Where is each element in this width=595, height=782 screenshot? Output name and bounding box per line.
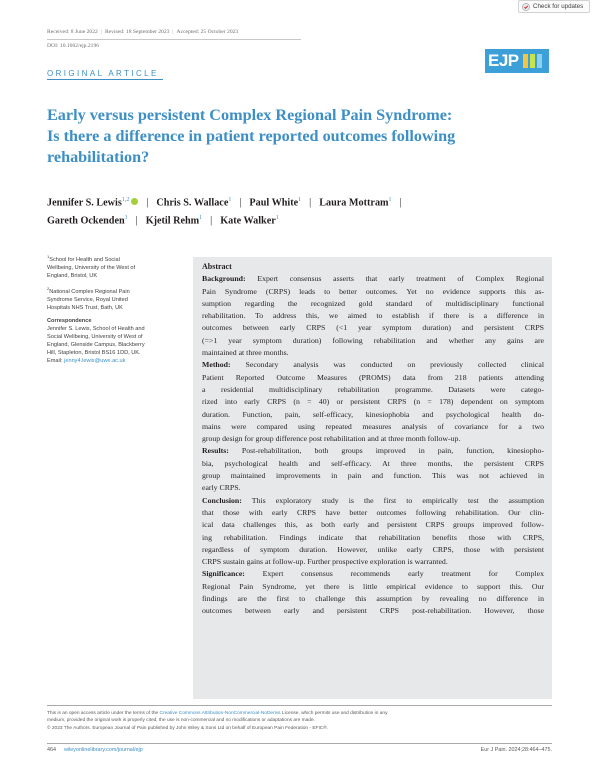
abstract-line: sumption regarding the recognized gold standard of multidisciplinary functional: [202, 298, 544, 308]
abstract-line: maintained at three months.: [202, 348, 289, 358]
correspondence-line: Hill, Stapleton, Bristol BS16 1DD, UK.: [47, 349, 141, 356]
abstract-line: rized into early CRPS (n = 40) or persistent CRPS (n = 178) dependent on symptom: [202, 397, 544, 407]
abstract-line: Conclusion: This exploratory study is the first to empirically test the assumption: [202, 495, 544, 505]
affiliation-2-line: Hospitals NHS Trust, Bath, UK: [47, 304, 123, 311]
revised-date: Revised: 18 September 2023: [104, 29, 170, 35]
abstract-line: Pain Syndrome (CRPS) leads to better outcomes. Yet no evidence supports this as-: [202, 286, 544, 296]
check-updates-icon: [522, 3, 530, 11]
dates-line: Received: 8 June 2022 | Revised: 18 September 2023 | Accepted: 25 October 2023: [47, 29, 239, 35]
abstract-line: mains were compared using repeated measures analysis of covariance for a two: [202, 421, 544, 431]
affiliations-sidebar: [47, 253, 185, 365]
abstract-line: Background: Expert consensus asserts that early treatment of Complex Regional: [202, 274, 544, 284]
correspondence-heading: Correspondence: [47, 317, 92, 324]
abstract-line: CRPS sustain gains at follow-up. Further prospective exploration is warranted.: [202, 557, 448, 567]
correspondence-line: Jennifer S. Lewis, School of Health and: [47, 325, 145, 332]
author-affiliation-sup: 1: [275, 215, 279, 221]
author-name: Chris S. Wallace: [156, 197, 229, 209]
abstract-line: ing rehabilitation. Findings indicate that rehabilitation benefits those with CRPS,: [202, 532, 544, 542]
affiliation-1-line: England, Bristol, UK: [47, 272, 98, 279]
author-name: Gareth Ockenden: [47, 215, 125, 227]
abstract-line: group maintained improvements in pain and function. This was not achieved in: [202, 471, 544, 481]
author-name: Laura Mottram: [319, 197, 389, 209]
author-name: Kate Walker: [220, 215, 276, 227]
author-name: Kjetil Rehm: [145, 215, 200, 227]
abstract-line: ical data challenges this, as both early and persistent CRPS groups improved follow-: [202, 520, 544, 530]
title-line: rehabilitation?: [47, 148, 150, 166]
affiliation-2-line: Syndrome Service, Royal United: [47, 296, 128, 303]
abstract-line: early CRPS.: [202, 483, 241, 493]
affiliation-1-line: Wellbeing, University of the West of: [47, 264, 136, 271]
accepted-date: Accepted: 25 October 2023: [176, 29, 239, 35]
license-line: medium, provided the original work is properly cited, the use is non-commercial and no modifications or adaptations are made.: [47, 718, 315, 724]
abstract-line: findings are the first to challenge this assumption by revealing no difference in: [202, 594, 544, 604]
author-name: Jennifer S. Lewis: [47, 197, 122, 209]
title-line: Is there a difference in patient reported outcomes following: [47, 127, 456, 145]
journal-logo: [485, 49, 549, 73]
author-affiliation-sup: 1,2: [121, 197, 130, 203]
abstract-line: Results: Post-rehabilitation, both groups improved in pain, function, kinesiopho-: [202, 446, 544, 456]
cc-license-link[interactable]: Creative Commons Attribution-NonCommercial-NoDerivs: [159, 711, 281, 716]
logo-color-bars: [523, 54, 542, 68]
abstract-line: Significance: Expert consensus recommends early treatment for Complex: [202, 569, 544, 579]
abstract-line: Method: Secondary analysis was conducted on previously collected clinical: [202, 360, 544, 370]
orcid-icon[interactable]: [131, 198, 138, 205]
authors-line-1: Jennifer S. Lewis$^{1,2}$ | Chris S. Wallace$^1$ | Paul White$^1$ | Laura Mottram$^1$ |: [47, 197, 402, 209]
author-affiliation-sup: 1: [228, 197, 232, 203]
email-link[interactable]: jenny4.lewis@uwe.ac.uk: [64, 357, 126, 364]
correspondence-email-line: Email: jenny4.lewis@uwe.ac.uk: [47, 357, 126, 364]
license-divider: [47, 705, 552, 706]
received-date: Received: 8 June 2022: [47, 29, 98, 35]
copyright-line: © 2023 The Authors. European Journal of Pain published by John Wiley & Sons Ltd on behalf of European Pain Federation - EFIC®.: [47, 725, 329, 731]
author-name: Paul White: [249, 197, 299, 209]
affiliation-2-line: $^2$National Complex Regional Pain: [47, 285, 130, 295]
article-type: ORIGINAL ARTICLE: [47, 69, 159, 78]
correspondence-line: Social Wellbeing, University of West of: [47, 333, 143, 340]
abstract-line: that those with early CRPS have better outcomes following rehabilitation. Our clin-: [202, 507, 544, 517]
dates-divider: [47, 39, 301, 40]
authors-line-2: Gareth Ockenden$^1$ | Kjetil Rehm$^1$ | Kate Walker$^1$: [47, 215, 279, 227]
license-line: This is an open access article under the terms of the Creative Commons Attribution-NonCommercial-NoDerivs License, which permits use and distribution in any: [47, 711, 388, 716]
abstract-line: Regional Pain Syndrome, yet there is little empirical evidence to support this. Our: [202, 581, 544, 591]
journal-logo-text: EJP: [488, 51, 519, 70]
correspondence-line: England, Glenside Campus, Blackberry: [47, 341, 145, 348]
affiliation-1-line: $^1$School for Health and Social: [47, 254, 120, 263]
check-for-updates-label: Check for updates: [533, 3, 584, 10]
author-affiliation-sup: 1: [298, 197, 302, 203]
footer-divider: [47, 743, 552, 744]
abstract-line: (=>1 year symptom duration) following rehabilitation and whether any gains are: [202, 335, 544, 345]
abstract-line: Patient Reported Outcome Measures (PROMS) data from 218 patients attending: [202, 372, 544, 382]
abstract-line: rehabilitation. To address this, we aimed to establish if there is a difference in: [202, 311, 544, 321]
abstract-line: outcomes between early CRPS (<1 year symptom duration) and persistent CRPS: [202, 323, 544, 333]
article-title: [47, 105, 552, 168]
license-notice: [47, 710, 552, 732]
abstract-heading: Abstract: [202, 262, 232, 271]
check-for-updates-badge[interactable]: [518, 0, 590, 13]
title-line: Early versus persistent Complex Regional Pain Syndrome:: [47, 106, 453, 124]
abstract-line: a residential multidisciplinary rehabilitation programme. Datasets were catego-: [202, 384, 544, 394]
journal-url-link[interactable]: wileyonlinelibrary.com/journal/ejp: [64, 747, 143, 753]
author-affiliation-sup: 1: [388, 197, 392, 203]
abstract-line: group design for group difference post rehabilitation and at three month follow-up.: [202, 434, 461, 444]
doi: DOI: 10.1002/ejp.2196: [47, 43, 100, 49]
author-affiliation-sup: 1: [124, 215, 128, 221]
abstract-line: outcomes between early and persistent CRPS post-rehabilitation. However, those: [202, 606, 544, 616]
abstract-line: regardless of symptom duration. However, unlike early CRPS, those with persistent: [202, 544, 544, 554]
journal-citation: Eur J Pain. 2024;28:464–475.: [480, 747, 552, 753]
abstract-line: duration. Function, pain, self-efficacy, kinesiophobia and psychological health do-: [202, 409, 544, 419]
page-number: 464: [47, 747, 56, 753]
abstract-line: bia, psychological health and self-efficacy. At three months, the persistent CRPS: [202, 458, 544, 468]
author-affiliation-sup: 1: [199, 215, 203, 221]
article-type-rule: [47, 79, 163, 80]
page-footer: [47, 747, 552, 753]
abstract-text: [202, 261, 544, 618]
